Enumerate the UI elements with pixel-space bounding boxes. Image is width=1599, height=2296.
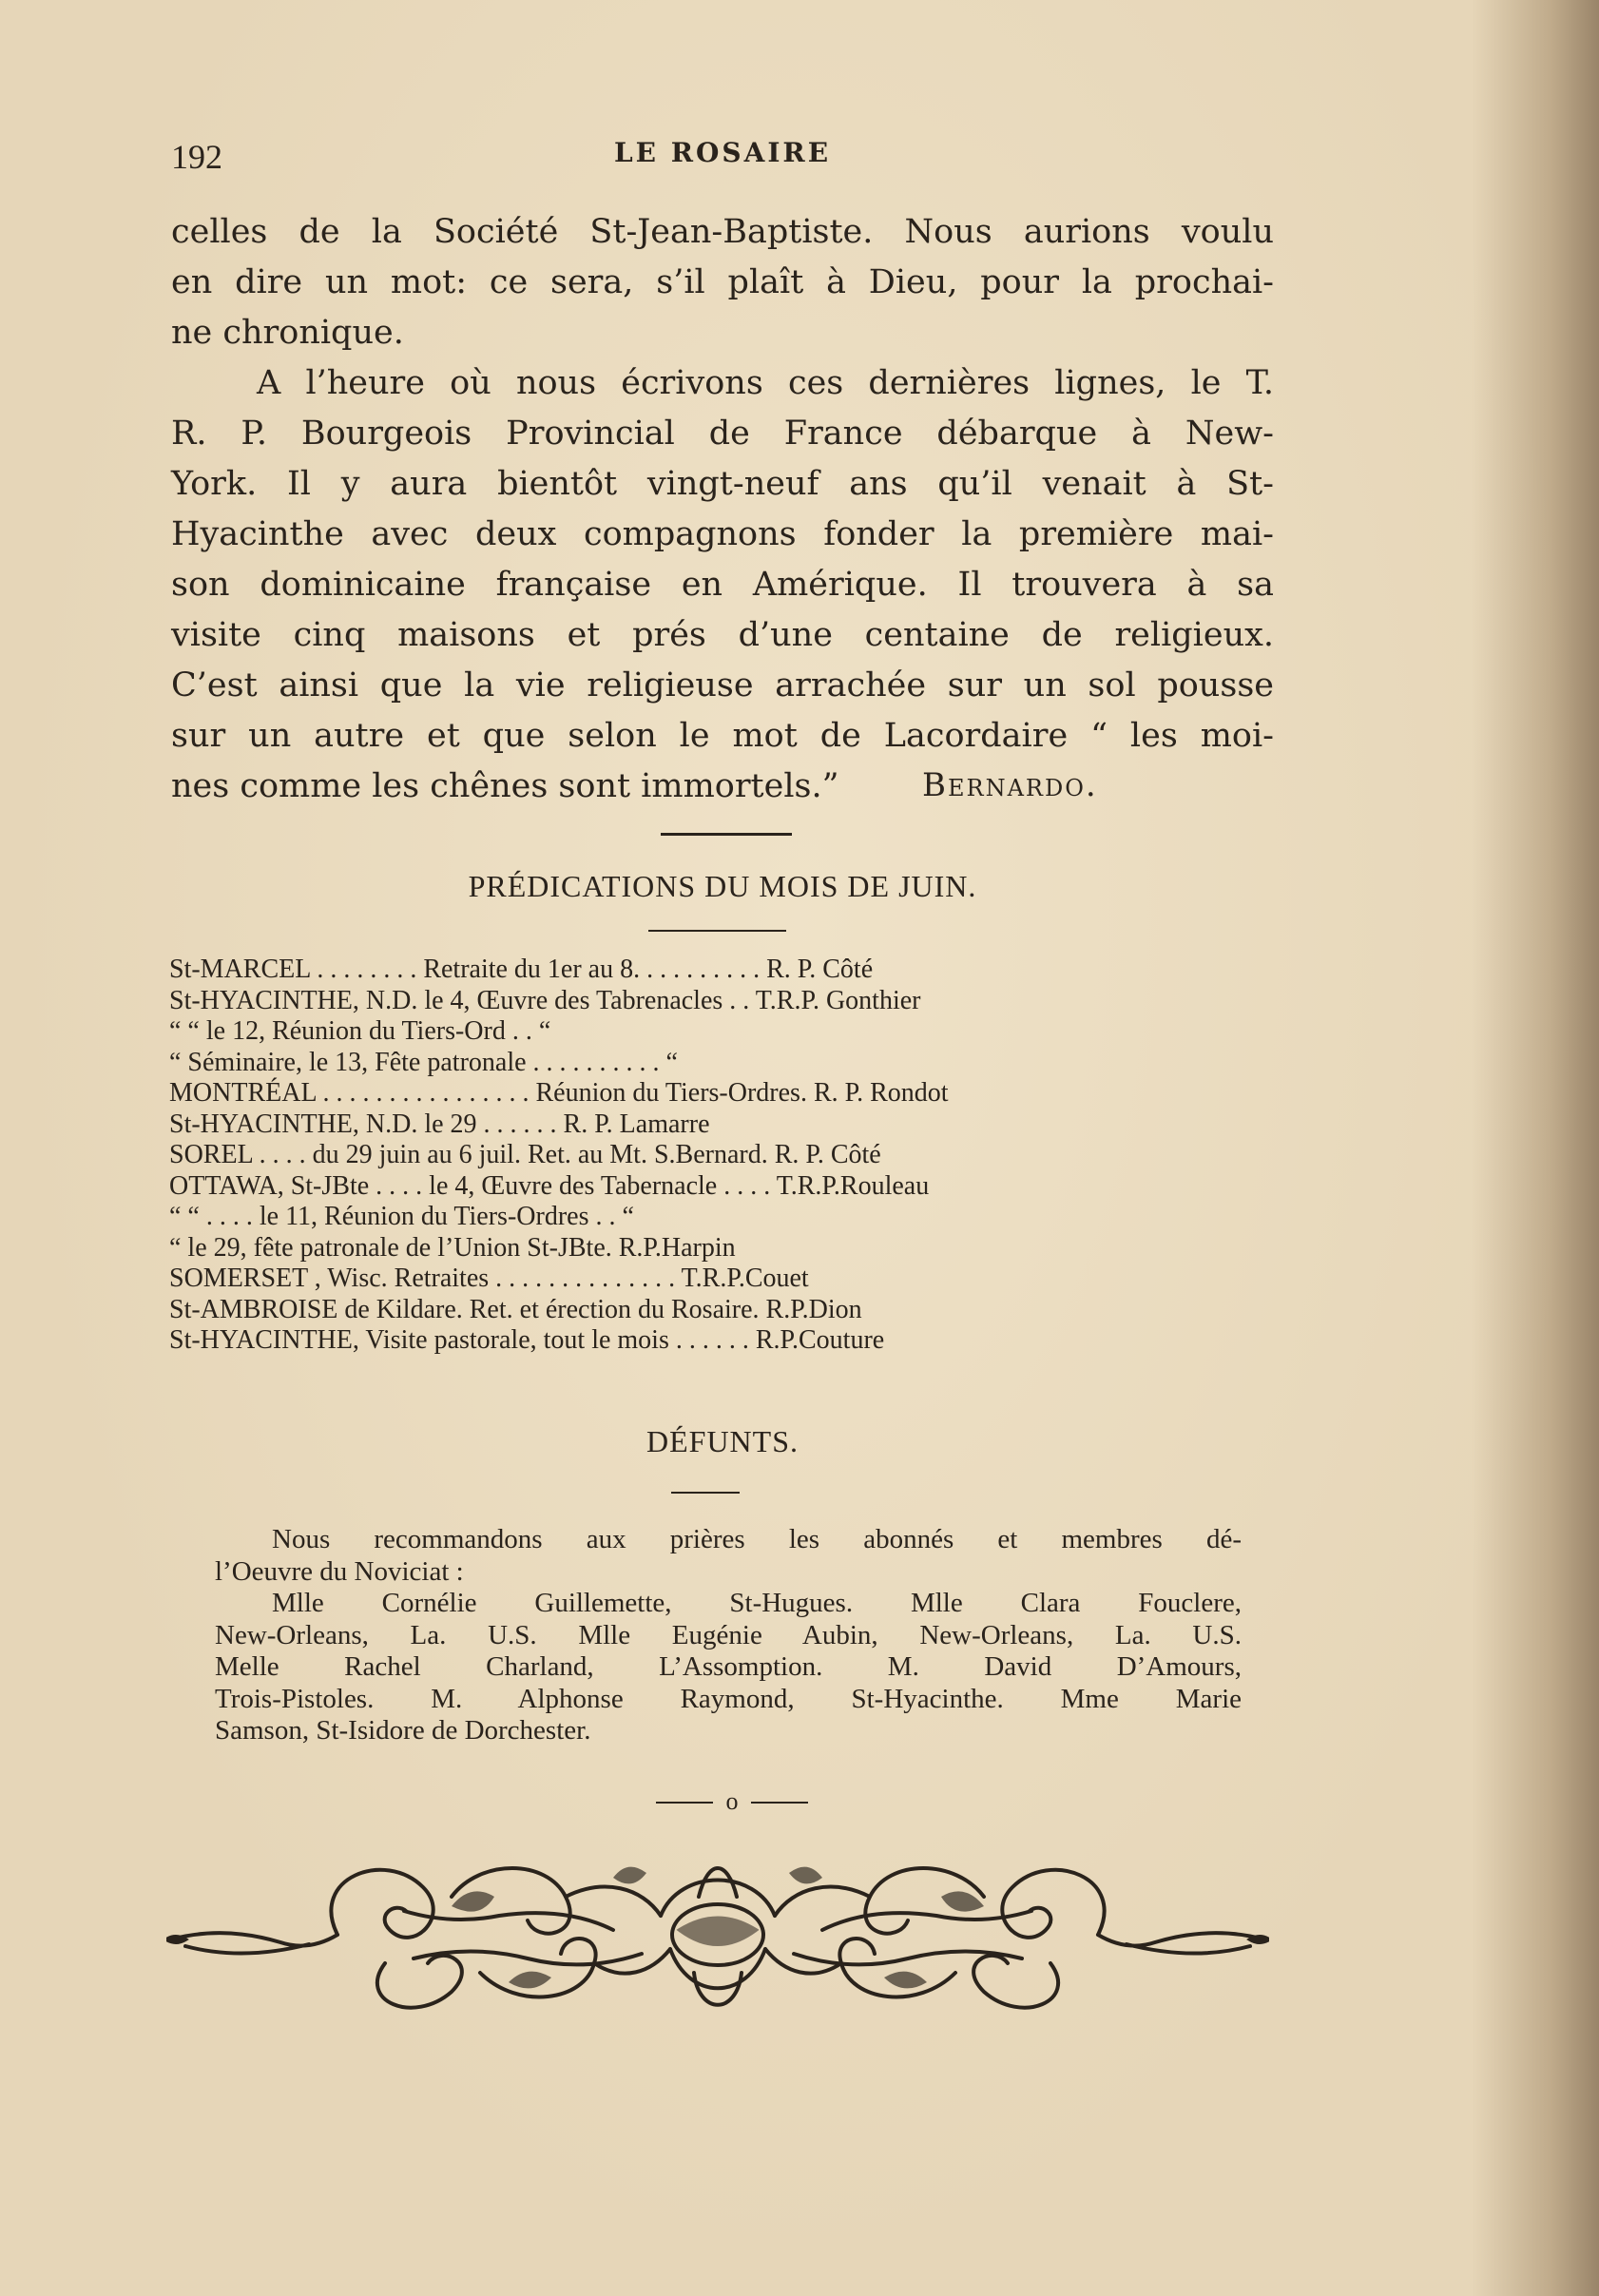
list-item: “ “ . . . . le 11, Réunion du Tiers-Ordres . . “ xyxy=(169,1202,634,1231)
predications-list xyxy=(169,955,1281,1357)
article-line: A l’heure où nous écrivons ces dernières lignes, le T. xyxy=(257,364,1274,402)
list-item: SOREL . . . . du 29 juin au 6 juil. Ret. au Mt. S.Bernard. R. P. Côté xyxy=(169,1140,881,1169)
defunts-line: Samson, St-Isidore de Dorchester. xyxy=(215,1715,591,1746)
article-line: celles de la Société St-Jean-Baptiste. Nous aurions voulu xyxy=(171,213,1274,251)
section-divider xyxy=(648,930,786,932)
article-line: visite cinq maisons et prés d’une centaine de religieux. xyxy=(171,616,1274,654)
article-line: ne chronique. xyxy=(171,314,404,352)
article-line: York. Il y aura bientôt vingt-neuf ans qu’il venait à St- xyxy=(171,465,1274,503)
running-title: LE ROSAIRE xyxy=(613,137,832,168)
defunts-line: New-Orleans, La. U.S. Mlle Eugénie Aubin, New-Orleans, La. U.S. xyxy=(215,1619,1242,1650)
defunts-text xyxy=(215,1524,1242,1747)
list-item: SOMERSET , Wisc. Retraites . . . . . . . . . . . . . . T.R.P.Couet xyxy=(169,1264,809,1293)
article-line: sur un autre et que selon le mot de Lacordaire “ les moi- xyxy=(171,717,1274,755)
defunts-line: l’Oeuvre du Noviciat : xyxy=(215,1555,464,1587)
article-body xyxy=(171,207,1274,812)
article-line: Hyacinthe avec deux compagnons fonder la première mai- xyxy=(171,515,1274,553)
list-item: OTTAWA, St-JBte . . . . le 4, Œuvre des Tabernacle . . . . T.R.P.Rouleau xyxy=(169,1170,930,1201)
list-item: MONTRÉAL . . . . . . . . . . . . . . . . Réunion du Tiers-Ordres. R. P. Rondot xyxy=(169,1078,949,1108)
predications-title: PRÉDICATIONS DU MOIS DE JUIN. xyxy=(468,869,977,903)
defunts-line: Trois-Pistoles. M. Alphonse Raymond, St-Hyacinthe. Mme Marie xyxy=(215,1683,1242,1714)
floral-scroll-ornament-icon xyxy=(166,1840,1269,2030)
separator-glyph: o xyxy=(725,1787,739,1815)
list-item: “ le 29, fête patronale de l’Union St-JBte. R.P.Harpin xyxy=(169,1232,736,1263)
article-line: en dire un mot: ce sera, s’il plaît à Dieu, pour la prochai- xyxy=(171,263,1274,301)
defunts-line: Nous recommandons aux prières les abonnés et membres dé- xyxy=(272,1524,1242,1554)
list-item: “ Séminaire, le 13, Fête patronale . . . . . . . . . . “ xyxy=(169,1047,678,1077)
defunts-line: Mlle Cornélie Guillemette, St-Hugues. Mlle Clara Fouclere, xyxy=(272,1588,1242,1618)
article-line: C’est ainsi que la vie religieuse arrachée sur un sol pousse xyxy=(171,666,1274,704)
article-line: nes comme les chênes sont immortels.” xyxy=(171,767,839,805)
list-item: St-MARCEL . . . . . . . . Retraite du 1er au 8. . . . . . . . . . R. P. Côté xyxy=(169,955,874,984)
list-item: St-HYACINTHE, N.D. le 29 . . . . . . R. P. Lamarre xyxy=(169,1109,710,1139)
separator-bar xyxy=(751,1802,808,1804)
section-divider xyxy=(671,1492,740,1494)
list-item: St-HYACINTHE, Visite pastorale, tout le mois . . . . . . R.P.Couture xyxy=(169,1325,885,1355)
section-divider xyxy=(661,833,792,836)
article-line: son dominicaine française en Amérique. Il trouvera à sa xyxy=(171,566,1274,604)
page-number: 192 xyxy=(171,138,222,176)
page-header xyxy=(171,137,1274,184)
defunts-line: Melle Rachel Charland, L’Assomption. M. David D’Amours, xyxy=(215,1651,1242,1682)
list-item: St-HYACINTHE, N.D. le 4, Œuvre des Tabrenacles . . T.R.P. Gonthier xyxy=(169,985,921,1015)
list-item: St-AMBROISE de Kildare. Ret. et érection du Rosaire. R.P.Dion xyxy=(169,1294,862,1324)
defunts-title: DÉFUNTS. xyxy=(645,1424,799,1458)
article-line: R. P. Bourgeois Provincial de France débarque à New- xyxy=(171,415,1274,453)
separator xyxy=(656,1787,808,1816)
list-item: “ “ le 12, Réunion du Tiers-Ord . . “ xyxy=(169,1016,551,1046)
signature: Bernardo. xyxy=(922,766,1098,804)
